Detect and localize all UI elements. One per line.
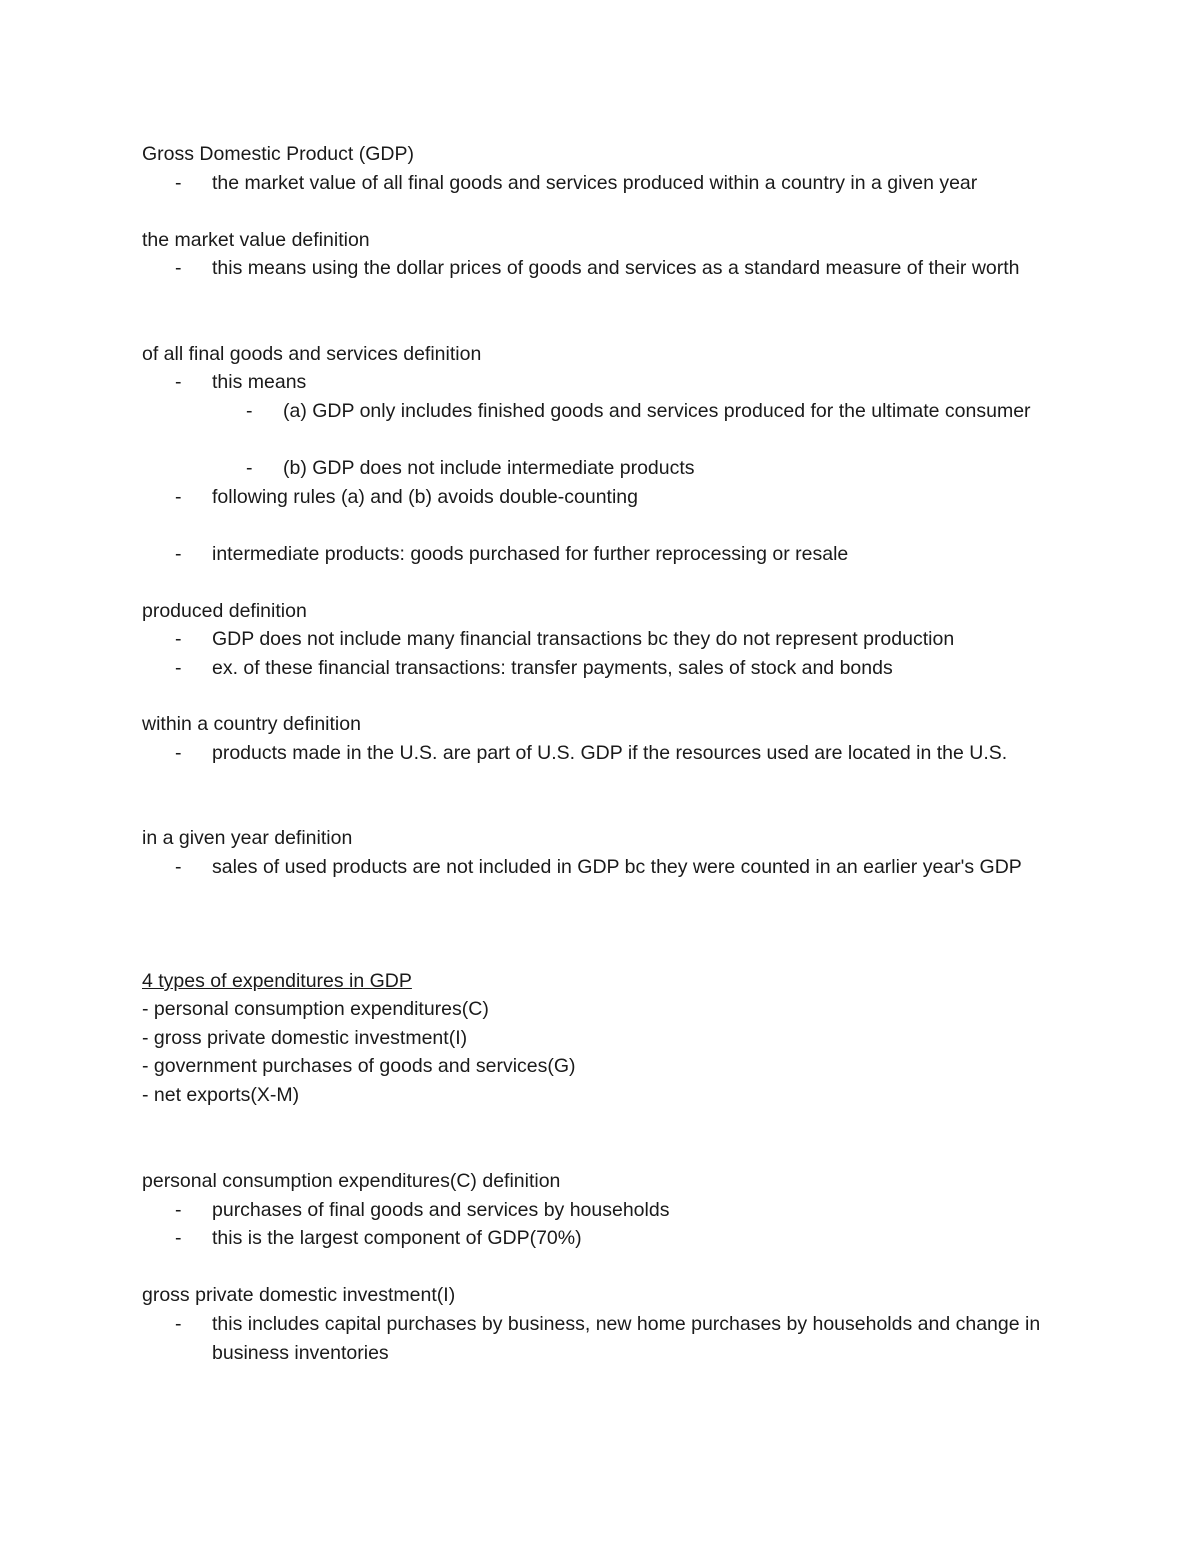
bullet-dash: - xyxy=(175,172,182,194)
bullet-dash: - xyxy=(175,657,182,679)
list-item-text: ex. of these financial transactions: transfer payments, sales of stock and bonds xyxy=(212,657,893,679)
bullet-dash: - xyxy=(175,1199,182,1221)
list-item-text: purchases of final goods and services by households xyxy=(212,1199,670,1221)
expenditure-line: - government purchases of goods and services(G) xyxy=(142,1055,576,1077)
consumption-heading: personal consumption expenditures(C) definition xyxy=(142,1170,561,1192)
list-item-text: GDP does not include many financial transactions bc they do not represent production xyxy=(212,628,955,650)
bullet-dash: - xyxy=(175,371,182,393)
bullet-dash: - xyxy=(175,628,182,650)
list-item-text: intermediate products: goods purchased for further reprocessing or resale xyxy=(212,543,849,565)
final-goods-heading: of all final goods and services definition xyxy=(142,343,482,365)
bullet-dash: - xyxy=(246,400,253,422)
list-item-text: (b) GDP does not include intermediate products xyxy=(283,457,695,479)
bullet-dash: - xyxy=(175,543,182,565)
expenditure-line: - gross private domestic investment(I) xyxy=(142,1027,468,1049)
market-value-heading: the market value definition xyxy=(142,229,370,251)
list-item-text: sales of used products are not included in GDP bc they were counted in an earlier year's GDP xyxy=(212,856,1022,878)
bullet-dash: - xyxy=(175,486,182,508)
bullet-dash: - xyxy=(175,257,182,279)
expenditures-heading: 4 types of expenditures in GDP xyxy=(142,970,412,992)
list-item-text: this means using the dollar prices of goods and services as a standard measure of their worth xyxy=(212,257,1020,279)
bullet-dash: - xyxy=(175,1313,182,1335)
list-item-text: following rules (a) and (b) avoids double-counting xyxy=(212,486,638,508)
expenditure-line: - net exports(X-M) xyxy=(142,1084,300,1106)
bullet-dash: - xyxy=(175,1227,182,1249)
list-item-text: this includes capital purchases by business, new home purchases by households and change in business inventories xyxy=(212,1313,1041,1364)
list-item-text: products made in the U.S. are part of U.S. GDP if the resources used are located in the U.S. xyxy=(212,742,1008,764)
bullet-dash: - xyxy=(246,457,253,479)
gdp-heading: Gross Domestic Product (GDP) xyxy=(142,143,414,165)
list-item-text: this means xyxy=(212,371,307,393)
expenditure-line: - personal consumption expenditures(C) xyxy=(142,998,489,1020)
year-heading: in a given year definition xyxy=(142,827,353,849)
produced-heading: produced definition xyxy=(142,600,307,622)
bullet-dash: - xyxy=(175,742,182,764)
country-heading: within a country definition xyxy=(142,713,361,735)
investment-heading: gross private domestic investment(I) xyxy=(142,1284,456,1306)
list-item-text: this is the largest component of GDP(70%) xyxy=(212,1227,582,1249)
list-item-text: the market value of all final goods and services produced within a country in a given year xyxy=(212,172,978,194)
list-item-text: (a) GDP only includes finished goods and services produced for the ultimate consumer xyxy=(283,400,1031,422)
bullet-dash: - xyxy=(175,856,182,878)
